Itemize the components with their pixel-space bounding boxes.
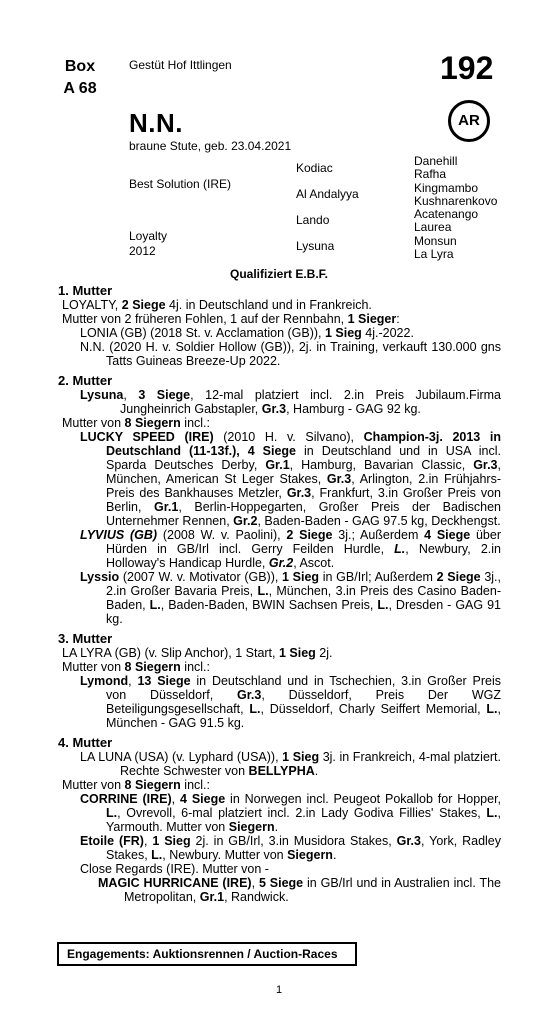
pedigree-dam: Loyalty — [129, 229, 168, 243]
page-number: 1 — [275, 984, 283, 996]
dam-line: LA LUNA (USA) (v. Lyphard (USA)), 1 Sieg 3j. in Frankreich, 4-mal platziert. Rechte Schwester von BELLYPHA. — [80, 750, 502, 778]
pedigree-great-grandparent: La Lyra — [414, 247, 454, 261]
box-label — [60, 56, 100, 100]
produce-entry: Etoile (FR), 1 Sieg 2j. in GB/Irl, 3.in Musidora Stakes, Gr.3, York, Radley Stakes, L., Newbury. Mutter von Siegern. — [80, 834, 502, 862]
section-title: 4. Mutter — [58, 735, 113, 750]
produce-summary: Mutter von 2 früheren Fohlen, 1 auf der Rennbahn, 1 Sieger: — [62, 312, 400, 326]
horse-description: braune Stute, geb. 23.04.2021 — [129, 139, 292, 153]
pedigree-great-grandparent: Kushnarenkovo — [414, 194, 498, 208]
breeder: Gestüt Hof Ittlingen — [129, 58, 232, 72]
produce-entry: Lymond, 13 Siege in Deutschland und in Tschechien, 3.in Großer Preis von Düsseldorf, Gr.3, Düsseldorf, Preis Der WGZ Beteiligungsgesellschaft, L., Düsseldorf, Charly Seiffert Memorial, L., München - GAG 91.5 kg. — [80, 674, 502, 730]
box-number: A 68 — [63, 80, 97, 97]
dam-line: Lysuna, 3 Siege, 12-mal platziert incl. 2.in Preis Jubilaum.Firma Jungheinrich Gabstapler, Gr.3, Hamburg - GAG 92 kg. — [80, 388, 501, 416]
produce-entry: Lyssio (2007 W. v. Motivator (GB)), 1 Sieg in GB/Irl; Außerdem 2 Siege 3j., 2.in Großer Bavaria Preis, L., München, 3.in Preis des Casino Baden-Baden, L., Baden-Baden, BWIN Sachsen Preis, L., Dresden - GAG 91 kg. — [80, 570, 502, 626]
pedigree-great-grandparent: Acatenango — [414, 207, 479, 221]
produce-entry: Close Regards (IRE). Mutter von - — [80, 862, 269, 876]
pedigree-great-grandparent: Rafha — [414, 167, 447, 181]
pedigree-great-grandparent: Monsun — [414, 234, 457, 248]
section-title: 3. Mutter — [58, 631, 113, 646]
section-title: 1. Mutter — [58, 283, 113, 298]
pedigree-great-grandparent: Danehill — [414, 154, 458, 168]
engagements-box: Engagements: Auktionsrennen / Auction-Races — [57, 942, 357, 966]
produce-summary: Mutter von 8 Siegern incl.: — [62, 778, 210, 792]
produce-entry: MAGIC HURRICANE (IRE), 5 Siege in GB/Irl und in Australien incl. The Metropolitan, Gr.1, Randwick. — [98, 876, 501, 904]
dam-line: LA LYRA (GB) (v. Slip Anchor), 1 Start, 1 Sieg 2j. — [62, 646, 333, 660]
produce-entry: CORRINE (IRE), 4 Siege in Norwegen incl. Peugeot Pokallob for Hopper, L., Ovrevoll, 6-mal platziert incl. 2.in Lady Godiva Fillies' Stakes, L., Yarmouth. Mutter von Siegern. — [80, 792, 502, 834]
produce-record — [58, 284, 501, 904]
pedigree-grandparent: Lando — [296, 213, 330, 227]
ar-badge: AR — [448, 100, 490, 142]
pedigree-grandparent: Al Andalyya — [296, 187, 359, 201]
qualification: Qualifiziert E.B.F. — [229, 267, 328, 281]
pedigree-grandparent: Kodiac — [296, 161, 333, 175]
produce-entry: N.N. (2020 H. v. Soldier Hollow (GB)), 2j. in Training, verkauft 130.000 gns Tatts Guineas Breeze-Up 2022. — [80, 340, 501, 368]
pedigree-grandparent: Lysuna — [296, 239, 335, 253]
section-title: 2. Mutter — [58, 373, 113, 388]
box-label-text: Box — [64, 58, 96, 75]
lot-number: 192 — [440, 50, 494, 86]
pedigree-great-grandparent: Kingmambo — [414, 181, 479, 195]
pedigree-great-grandparent: Laurea — [414, 220, 452, 234]
dam-line: LOYALTY, 2 Siege 4j. in Deutschland und in Frankreich. — [62, 298, 372, 312]
produce-summary: Mutter von 8 Siegern incl.: — [62, 660, 210, 674]
produce-entry: LYVIUS (GB) (2008 W. v. Paolini), 2 Siege 3j.; Außerdem 4 Siege über Hürden in GB/Irl incl. Gerry Feilden Hurdle, L., Newbury, 2.in Holloway's Handicap Hurdle, Gr.2, Ascot. — [80, 528, 501, 570]
horse-name: N.N. — [129, 108, 183, 138]
pedigree-dam-year: 2012 — [129, 244, 156, 258]
produce-summary: Mutter von 8 Siegern incl.: — [62, 416, 210, 430]
pedigree-sire: Best Solution (IRE) — [129, 177, 232, 191]
produce-entry: LUCKY SPEED (IRE) (2010 H. v. Silvano), Champion-3j. 2013 in Deutschland (11-13f.), 4 Siege in Deutschland und in USA incl. Sparda Deutsches Derby, Gr.1, Hamburg, Bavarian Classic, Gr.3, München, American St Leger Stakes, Gr.3, Arlington, 2.in Frühjahrs-Preis des Bankhauses Metzler, Gr.3, Frankfurt, 3.in Großer Preis von Berlin, Gr.1, Berlin-Hoppegarten, Großer Preis der Badischen Unternehmer Rennen, Gr.2, Baden-Baden - GAG 97.5 kg, Deckhengst. — [80, 430, 501, 528]
produce-entry: LONIA (GB) (2018 St. v. Acclamation (GB)), 1 Sieg 4j.-2022. — [80, 326, 414, 340]
